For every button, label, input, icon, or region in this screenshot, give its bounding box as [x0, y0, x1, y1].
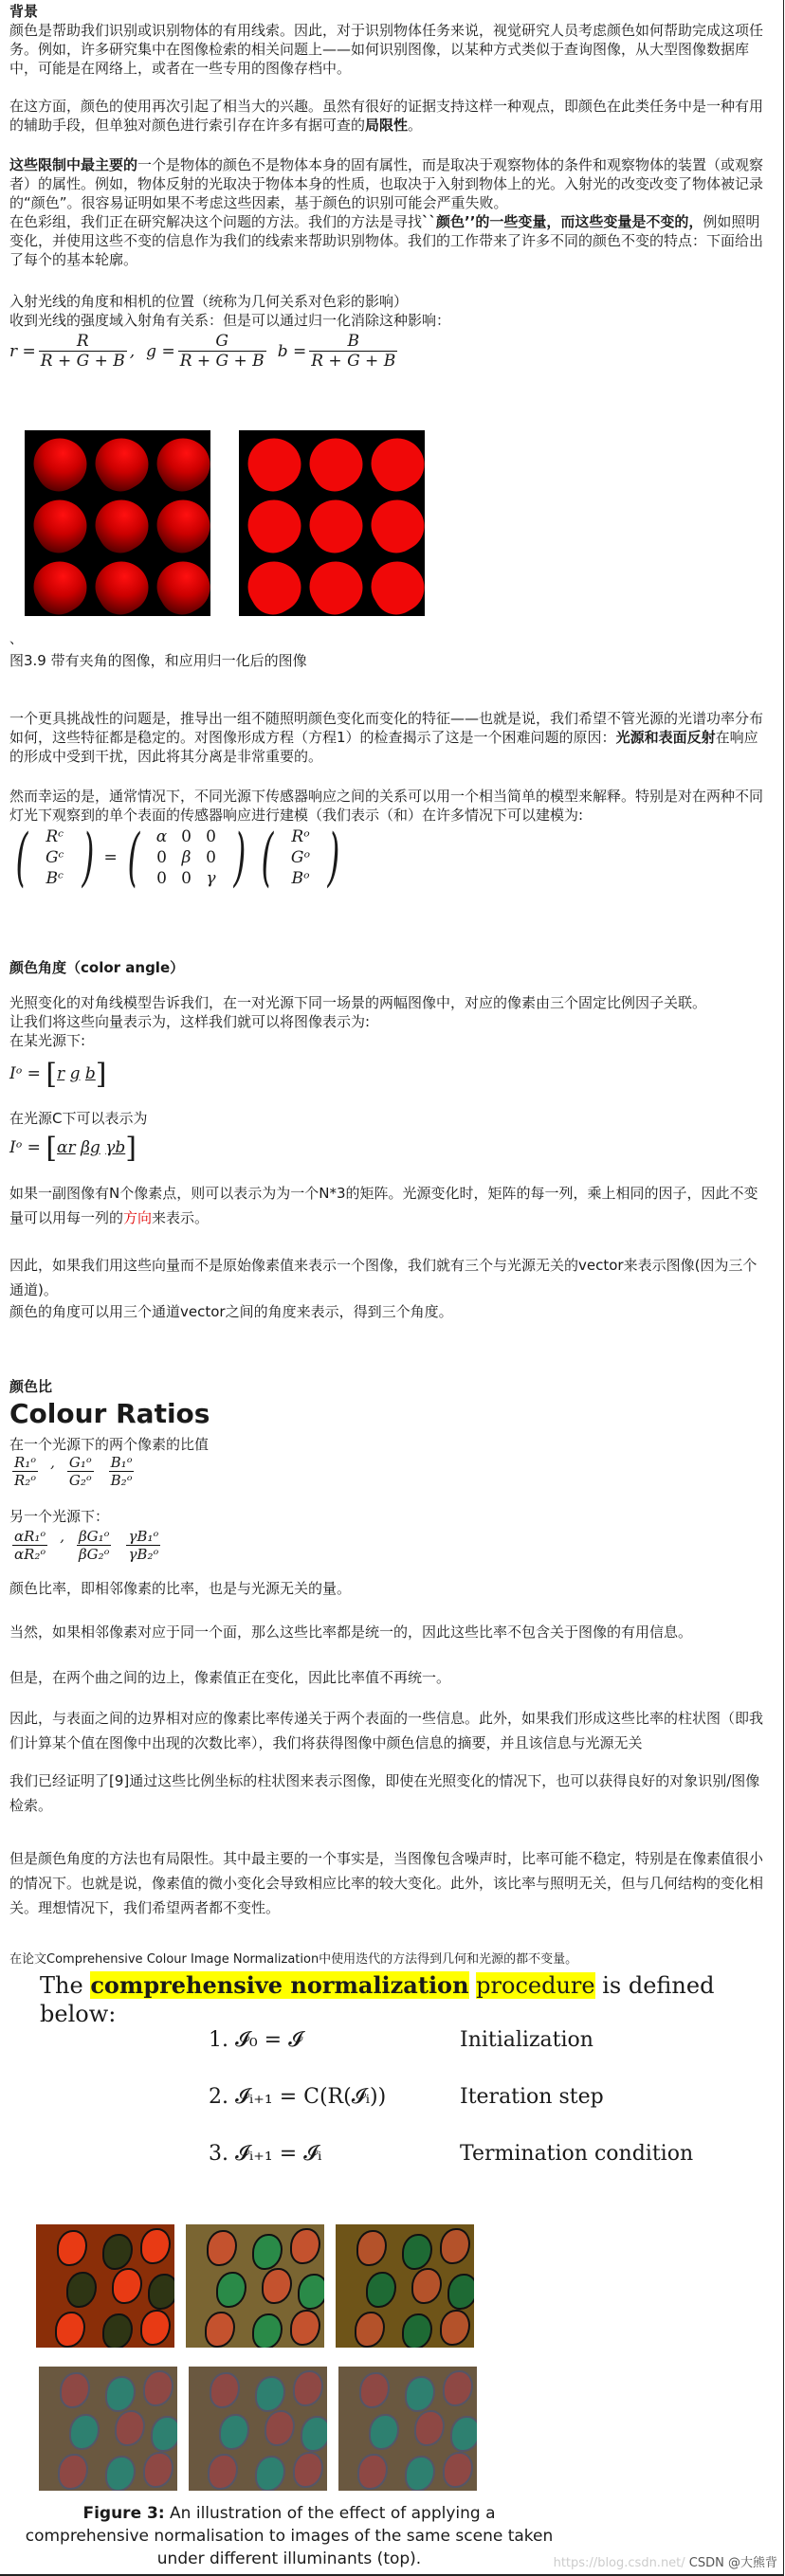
- step-1-desc: Initialization: [460, 2028, 593, 2052]
- step-3: [209, 2142, 693, 2199]
- rhs-g: Gᵒ: [290, 848, 311, 867]
- figure-mark: 、: [9, 632, 23, 647]
- lhs-r: Rᶜ: [46, 827, 64, 846]
- g2-den: βG₂ᵒ: [79, 1546, 110, 1563]
- intro-highlight: procedure: [476, 1972, 595, 1999]
- eq2-r: αr: [57, 1138, 76, 1157]
- step-3-desc: Termination condition: [460, 2142, 694, 2166]
- challenge-p1-bold: 光源和表面反射: [615, 729, 716, 746]
- p2-bold: 局限性: [365, 117, 409, 134]
- b-num: B: [347, 332, 359, 351]
- step-2-eq: 2. 𝓘ᵢ₊₁ = C(R(𝓘ᵢ)): [209, 2085, 387, 2109]
- comma: ,: [129, 341, 136, 361]
- diagonal-matrix-equation: ( Rᶜ Gᶜ Bᶜ ) = ( α 0 0 0 β 0 0 0 γ ) ( Rᵒ Gᵒ Bᵒ ): [15, 821, 340, 894]
- paisley-image-bottom-2: [189, 2367, 327, 2491]
- normalization-formula: [9, 332, 768, 371]
- r-den: R + G + B: [40, 352, 125, 371]
- f-comma: ,: [50, 1454, 55, 1471]
- watermark-url: https://blog.csdn.net/: [553, 2556, 685, 2570]
- m20: 0: [156, 869, 167, 888]
- color-angle-p4: [9, 1109, 768, 1128]
- paisley-image-bottom-3: [338, 2367, 477, 2491]
- step-1: [209, 2028, 693, 2085]
- p6-text: 因此，如果我们用这些向量而不是原始像素值来表示一个图像，我们就有三个与光源无关的vector来表示图像(因为三个通道)。: [9, 1257, 758, 1298]
- intro-bold-highlight: comprehensive normalization: [90, 1971, 469, 1999]
- f1-den: R₂ᵒ: [14, 1472, 37, 1489]
- ratios-p2-text: 另一个光源下：: [9, 1508, 110, 1525]
- figure-3-label: Figure 3:: [82, 2504, 165, 2523]
- rhs-b: Bᵒ: [291, 869, 310, 888]
- f3-num: B₁ᵒ: [110, 1454, 133, 1471]
- g1-den: αR₂ᵒ: [14, 1546, 46, 1563]
- ratios-cn-title: 颜色比: [9, 1378, 53, 1395]
- normalization-intro: 在论文Comprehensive Colour Image Normalization中使用迭代的方法得到几何和光源的都不变量。: [9, 1952, 578, 1967]
- ratios-p3-text: 颜色比率，即相邻像素的比率，也是与光源无关的量。: [9, 1580, 352, 1597]
- ratios-heading-cn: [9, 1376, 52, 1396]
- equation-ic: Iᵒ = [αr βg γb]: [9, 1132, 137, 1165]
- color-angle-p1: 光照变化的对角线模型告诉我们，在一对光源下同一场景的两幅图像中，对应的像素由三个固定比例因子关联。: [9, 994, 707, 1011]
- step-1-eq: 1. 𝓘₀ = 𝓘: [209, 2028, 302, 2052]
- eq1-r: r: [57, 1064, 65, 1083]
- watermark-author: CSDN @大熊背: [688, 2556, 777, 2570]
- color-angle-p5: [9, 1181, 768, 1230]
- background-section: [9, 2, 768, 78]
- r-num: R: [76, 332, 89, 351]
- challenge-paragraph-2: [9, 787, 768, 825]
- step-3-eq: 3. 𝓘ᵢ₊₁ = 𝓘ᵢ: [209, 2142, 322, 2166]
- eq2-b: γb: [105, 1138, 126, 1157]
- m22: γ: [206, 869, 216, 888]
- ratios-p8: [9, 1846, 768, 1920]
- challenge-section: [9, 709, 768, 766]
- paisley-image-top-3: [336, 2224, 474, 2348]
- background-paragraph-3: [9, 155, 768, 269]
- figure-3-caption: [19, 2502, 559, 2570]
- geometry-line-1: 入射光线的角度和相机的位置（统称为几何关系对色彩的影响）: [9, 293, 409, 310]
- p2-end: 。: [408, 117, 423, 134]
- ratios-p6: [9, 1706, 768, 1755]
- p5-red-direction: 方向: [123, 1209, 153, 1226]
- f3-den: B₂ᵒ: [110, 1472, 133, 1489]
- challenge-p2: 然而幸运的是，通常情况下，不同光源下传感器响应之间的关系可以用一个相当简单的模型来解释。特别是对在两种不同灯光下观察到的单个表面的传感器响应进行建模（我们表示（和）在许多情况下可以建模为:: [9, 788, 764, 824]
- ratios-p1-text: 在一个光源下的两个像素的比值: [9, 1436, 210, 1453]
- f1-num: R₁ᵒ: [14, 1454, 37, 1471]
- eq2-g: βg: [81, 1138, 100, 1157]
- ratios-p1: [9, 1435, 768, 1454]
- m01: 0: [181, 827, 192, 846]
- ratios-p2: [9, 1507, 768, 1526]
- color-angle-title: 颜色角度（color angle）: [9, 959, 185, 976]
- p2-text: 在这方面，颜色的使用再次引起了相当大的兴趣。虽然有很好的证据支持这样一种观点，即颜色在此类任务中是一种有用的辅助手段，但单独对颜色进行索引存在许多有据可查的: [9, 98, 764, 134]
- ratio-fractions-1: [9, 1454, 137, 1489]
- background-paragraph-1: 颜色是帮助我们识别或识别物体的有用线索。因此，对于识别物体任务来说，视觉研究人员考虑颜色如何帮助完成这项任务。例如，许多研究集中在图像检索的相关问题上——如何识别图像，以某种方式类似于查询图像，从大型图像数据库中，可能是在网络上，或者在一些专用的图像存档中。: [9, 22, 764, 77]
- r-lhs: r =: [9, 341, 36, 361]
- intro-the: The: [40, 1972, 83, 1999]
- m00: α: [155, 827, 168, 846]
- challenge-p1-text: 一个更具挑战性的问题是，推导出一组不随照明颜色变化而变化的特征——也就是说，我们希望不管光源的光谱功率分布如何，这些特征都是稳定的。对图像形成方程（方程1）的检查揭示了这是一个困难问题的原因：: [9, 710, 764, 746]
- m12: 0: [206, 848, 216, 867]
- g3-den: γB₂ᵒ: [128, 1546, 159, 1563]
- watermark: [554, 2552, 777, 2570]
- eq1-b: b: [84, 1064, 96, 1083]
- g1-num: αR₁ᵒ: [14, 1528, 46, 1545]
- ratios-p4: [9, 1623, 768, 1642]
- ratios-p5-text: 但是，在两个曲之间的边上，像素值正在变化，因此比率值不再统一。: [9, 1669, 451, 1686]
- ratios-p3: [9, 1579, 768, 1598]
- geometry-section: [9, 292, 768, 371]
- step-2-desc: Iteration step: [460, 2085, 604, 2109]
- shaded-spheres-image: [25, 430, 210, 616]
- g2-num: βG₁ᵒ: [79, 1528, 110, 1545]
- m11: β: [181, 848, 192, 867]
- ratios-p5: [9, 1668, 768, 1687]
- equation-io: Iᵒ = [r g b]: [9, 1058, 107, 1091]
- lhs-g: Gᶜ: [45, 848, 64, 867]
- eq1-g: g: [69, 1064, 81, 1083]
- g-lhs: g =: [146, 341, 175, 361]
- g-num: G: [215, 332, 228, 351]
- background-paragraph-2: [9, 97, 768, 135]
- p5-end: 来表示。: [152, 1209, 210, 1226]
- g3-num: γB₁ᵒ: [128, 1528, 159, 1545]
- normalized-spheres-image: [239, 430, 425, 616]
- f2-num: G₁ᵒ: [68, 1454, 92, 1471]
- m10: 0: [156, 848, 167, 867]
- p4-bold: ``颜色’’的一些变量，而这些变量是不变的，: [422, 213, 703, 230]
- color-angle-p6: [9, 1253, 768, 1321]
- ratios-p7: [9, 1769, 768, 1818]
- p3-text: 一个是物体的颜色不是物体本身的固有属性，而是取决于观察物体的条件和观察物体的装置（或观察者）的属性。例如，物体反射的光取决于物体本身的性质，也取决于入射到物体上的光。入射光的改变改变了物体被记录的“颜色”。很容易证明如果不考虑这些因素，基于颜色的识别可能会严重失败。: [9, 156, 764, 211]
- p3-bold: 这些限制中最主要的: [9, 156, 138, 173]
- figure-3-text: An illustration of the effect of applying a comprehensive normalisation to images of the same scene taken under different illuminants (top).: [25, 2504, 554, 2568]
- p4-end: 例如照明变化，并使用这些不变的信息作为我们的线索来帮助识别物体。我们的工作带来了许多不同的颜色不变的特点：下面给出了每个的基本轮廓。: [9, 213, 764, 268]
- intro-end: is defined below:: [40, 1972, 715, 2027]
- ratios-p4-text: 当然，如果相邻像素对应于同一个面，那么这些比率都是统一的，因此这些比率不包含关于图像的有用信息。: [9, 1624, 693, 1641]
- color-angle-intro: [9, 993, 768, 1050]
- paisley-image-top-1: [36, 2224, 174, 2348]
- ratio-fractions-2: [9, 1528, 163, 1563]
- f2-den: G₂ᵒ: [68, 1472, 92, 1489]
- ratios-p6-text: 因此，与表面之间的边界相对应的像素比率传递关于两个表面的一些信息。此外，如果我们形成这些比率的柱状图（即我们计算某个值在图像中出现的次数比率），我们将获得图像中颜色信息的摘要，并且该信息与光源无关: [9, 1710, 764, 1751]
- p7-text: 颜色的角度可以用三个通道vector之间的角度来表示，得到三个角度。: [9, 1303, 453, 1320]
- ratios-p7-text: 我们已经证明了[9]通过这些比例坐标的柱状图来表示图像，即使在光照变化的情况下，也可以获得良好的对象识别/图像检索。: [9, 1772, 760, 1814]
- eq1-lhs: Iᵒ =: [9, 1064, 41, 1083]
- g-comma: ,: [60, 1528, 64, 1545]
- p5-text: 如果一副图像有N个像素点，则可以表示为为一个N*3的矩阵。光源变化时，矩阵的每一列，乘上相同的因子，因此不变量可以用每一列的: [9, 1185, 758, 1226]
- p4-text: 在色彩组，我们正在研究解决这个问题的方法。我们的方法是寻找: [9, 213, 423, 230]
- ratios-en-title: Colour Ratios: [9, 1398, 210, 1429]
- color-angle-p2: 让我们将这些向量表示为，这样我们就可以将图像表示为:: [9, 1013, 371, 1030]
- m21: 0: [181, 869, 192, 888]
- eq2-lhs: Iᵒ =: [9, 1138, 41, 1157]
- ratios-p8-text: 但是颜色角度的方法也有局限性。其中最主要的一个事实是，当图像包含噪声时，比率可能不稳定，特别是在像素值很小的情况下。也就是说，像素值的微小变化会导致相应比率的较大变化。此外，该比率与照明无关，但与几何结构的变化相关。理想情况下，我们希望两者都不变性。: [9, 1850, 764, 1916]
- challenge-p1-end: 在响应的形成中受到干扰，因此将其分离是非常重要的。: [9, 729, 758, 765]
- b-lhs: b =: [277, 341, 307, 361]
- color-angle-p3: 在某光源下:: [9, 1032, 86, 1049]
- background-heading: 背景: [9, 3, 39, 20]
- procedure-sentence: [40, 1971, 785, 2028]
- paisley-image-bottom-1: [39, 2367, 177, 2491]
- m02: 0: [206, 827, 216, 846]
- paisley-image-top-2: [186, 2224, 324, 2348]
- geometry-line-2: 收到光线的强度域入射角有关系：但是可以通过归一化消除这种影响：: [9, 312, 451, 329]
- rhs-r: Rᵒ: [291, 827, 310, 846]
- procedure-steps: [209, 2028, 693, 2199]
- ratios-heading-en: [9, 1397, 210, 1431]
- b-den: R + G + B: [311, 352, 396, 371]
- color-angle-heading: [9, 957, 184, 977]
- lhs-b: Bᶜ: [46, 869, 64, 888]
- p4-text: 在光源C下可以表示为: [9, 1110, 148, 1127]
- step-2: [209, 2085, 693, 2142]
- equals: =: [103, 848, 118, 867]
- g-den: R + G + B: [179, 352, 265, 371]
- figure-3-9-caption: 图3.9 带有夹角的图像，和应用归一化后的图像: [9, 652, 307, 669]
